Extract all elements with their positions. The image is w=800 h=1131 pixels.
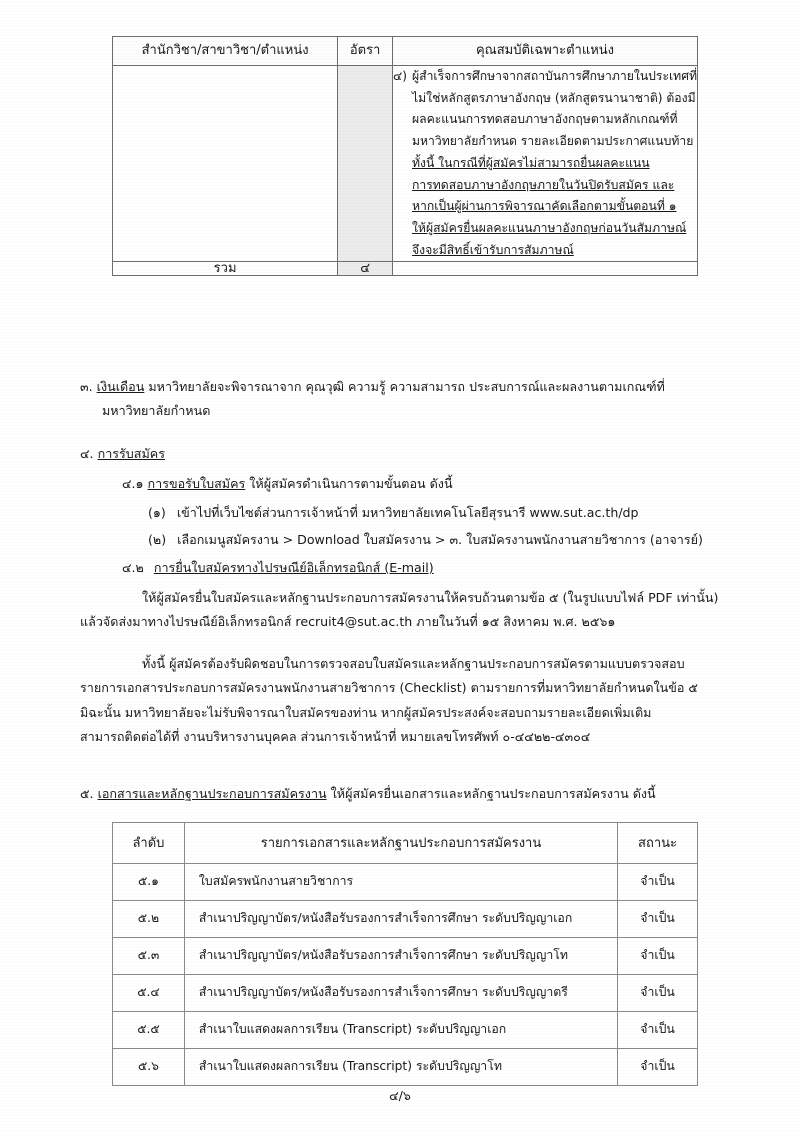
section-4-2-paragraph-2 xyxy=(80,654,698,748)
summary-value: ๔ xyxy=(338,262,393,276)
section-4-2-number: ๔.๒ xyxy=(122,560,144,575)
cell-status: จำเป็น xyxy=(618,901,698,938)
section-4-1-heading: การขอรับใบสมัคร xyxy=(147,476,246,491)
cell-no: ๕.๖ xyxy=(113,1049,185,1086)
header-description: รายการเอกสารและหลักฐานประกอบการสมัครงาน xyxy=(184,823,617,864)
section-5-heading-row xyxy=(80,784,656,804)
cell-position-empty xyxy=(113,66,338,262)
required-documents-table xyxy=(112,822,698,1086)
paragraph-1-line-2: แล้วจัดส่งมาทางไปรษณีย์อิเล็กทรอนิกส์ recruit4@sut.ac.th ภายในวันที่ ๑๕ สิงหาคม พ.ศ. ๒๕๖๑ xyxy=(80,614,616,630)
cell-description: สำเนาใบแสดงผลการเรียน (Transcript) ระดับปริญญาโท xyxy=(184,1049,617,1086)
header-no: ลำดับ xyxy=(113,823,185,864)
table-summary-row xyxy=(113,262,698,276)
section-3-line-2: มหาวิทยาลัยกำหนด xyxy=(102,403,211,419)
qualification-line: หากเป็นผู้ผ่านการพิจารณาคัดเลือกตามขั้นตอนที่ ๑ xyxy=(411,199,677,214)
paragraph-2-line-4: สามารถติดต่อได้ที่ งานบริหารงานบุคคล ส่วนการเจ้าหน้าที่ หมายเลขโทรศัพท์ ๐-๔๔๒๒-๔๓๐๔ xyxy=(80,729,591,745)
cell-no: ๕.๔ xyxy=(113,975,185,1012)
section-4-1-step-1 xyxy=(148,503,639,523)
cell-description: สำเนาปริญญาบัตร/หนังสือรับรองการสำเร็จการศึกษา ระดับปริญญาเอก xyxy=(184,901,617,938)
section-3 xyxy=(80,377,665,422)
table-row xyxy=(113,975,698,1012)
section-3-heading: เงินเดือน xyxy=(96,379,145,394)
table-row xyxy=(113,901,698,938)
cell-no: ๕.๓ xyxy=(113,938,185,975)
documents-header-row xyxy=(113,823,698,864)
step-1-marker: (๑) xyxy=(148,505,166,520)
qualification-line: การทดสอบภาษาอังกฤษภายในวันปิดรับสมัคร และ xyxy=(411,177,675,192)
section-4-1-step-2 xyxy=(148,530,703,550)
qualification-line: ให้ผู้สมัครยื่นผลคะแนนภาษาอังกฤษก่อนวันสัมภาษณ์ xyxy=(411,221,687,236)
paragraph-1-line-1: ให้ผู้สมัครยื่นใบสมัครและหลักฐานประกอบการสมัครงานให้ครบถ้วนตามข้อ ๕ (ในรูปแบบไฟล์ PDF เท่านั้น) xyxy=(142,590,719,605)
table-row xyxy=(113,66,698,262)
cell-rate-empty xyxy=(338,66,393,262)
paragraph-2-line-1: ทั้งนี้ ผู้สมัครต้องรับผิดชอบในการตรวจสอบใบสมัครและหลักฐานประกอบการสมัครตามแบบตรวจสอบ xyxy=(142,656,685,671)
step-1-text: เข้าไปที่เว็บไซต์ส่วนการเจ้าหน้าที่ มหาวิทยาลัยเทคโนโลยีสุรนารี www.sut.ac.th/dp xyxy=(176,505,639,520)
cell-description: สำเนาปริญญาบัตร/หนังสือรับรองการสำเร็จการศึกษา ระดับปริญญาตรี xyxy=(184,975,617,1012)
cell-description: สำเนาปริญญาบัตร/หนังสือรับรองการสำเร็จการศึกษา ระดับปริญญาโท xyxy=(184,938,617,975)
qualification-text xyxy=(412,66,697,261)
paragraph-2-line-3: มิฉะนั้น มหาวิทยาลัยจะไม่รับพิจารณาใบสมัครของท่าน หากผู้สมัครประสงค์จะสอบถามรายละเอียดเพิ่มเติม xyxy=(80,704,652,720)
qualification-marker: ๔) xyxy=(393,69,407,83)
cell-qualification xyxy=(393,66,698,262)
cell-status: จำเป็น xyxy=(618,1049,698,1086)
table-header-row xyxy=(113,37,698,66)
cell-no: ๕.๕ xyxy=(113,1012,185,1049)
paragraph-2-line-2: รายการเอกสารประกอบการสมัครงานพนักงานสายวิชาการ (Checklist) ตามรายการที่มหาวิทยาลัยกำหนดในข้อ ๕ xyxy=(80,680,698,696)
qualification-line: ไม่ใช่หลักสูตรภาษาอังกฤษ (หลักสูตรนานาชาติ) ต้องมี xyxy=(411,90,696,105)
cell-status: จำเป็น xyxy=(618,864,698,901)
cell-status: จำเป็น xyxy=(618,1012,698,1049)
table-row xyxy=(113,864,698,901)
header-rate: อัตรา xyxy=(338,37,393,66)
section-4-number: ๔. xyxy=(80,446,94,461)
section-5-rest: ให้ผู้สมัครยื่นเอกสารและหลักฐานประกอบการสมัครงาน ดังนี้ xyxy=(326,786,656,801)
summary-label: รวม xyxy=(113,262,338,276)
page-number: ๔/๖ xyxy=(389,1088,411,1103)
table-row xyxy=(113,938,698,975)
cell-status: จำเป็น xyxy=(618,975,698,1012)
section-4-1-heading-row xyxy=(122,474,453,494)
qualification-line: ผู้สำเร็จการศึกษาจากสถาบันการศึกษาภายในประเทศที่ xyxy=(411,69,697,83)
section-4-heading: การรับสมัคร xyxy=(97,446,165,461)
cell-status: จำเป็น xyxy=(618,938,698,975)
section-4-heading-row xyxy=(80,444,165,464)
step-2-text: เลือกเมนูสมัครงาน > Download ใบสมัครงาน > ๓. ใบสมัครงานพนักงานสายวิชาการ (อาจารย์) xyxy=(177,532,703,547)
table-row xyxy=(113,1049,698,1086)
qualification-line: มหาวิทยาลัยกำหนด รายละเอียดตามประกาศแนบท้าย xyxy=(411,134,694,149)
cell-no: ๕.๑ xyxy=(113,864,185,901)
qualification-line: จึงจะมีสิทธิ์เข้ารับการสัมภาษณ์ xyxy=(411,242,574,257)
section-5-number: ๕. xyxy=(80,786,94,801)
section-4-2-heading-row xyxy=(122,558,434,578)
cell-no: ๕.๒ xyxy=(113,901,185,938)
header-position: สำนักวิชา/สาขาวิชา/ตำแหน่ง xyxy=(113,37,338,66)
cell-description: ใบสมัครพนักงานสายวิชาการ xyxy=(184,864,617,901)
header-status: สถานะ xyxy=(618,823,698,864)
section-5-heading: เอกสารและหลักฐานประกอบการสมัครงาน xyxy=(97,786,327,801)
cell-description: สำเนาใบแสดงผลการเรียน (Transcript) ระดับปริญญาเอก xyxy=(184,1012,617,1049)
section-3-line-1 xyxy=(80,377,665,397)
table-row xyxy=(113,1012,698,1049)
section-4-2-heading: การยื่นใบสมัครทางไปรษณีย์อิเล็กทรอนิกส์ (E-mail) xyxy=(153,560,434,575)
section-3-line-1-rest: มหาวิทยาลัยจะพิจารณาจาก คุณวุฒิ ความรู้ ความสามารถ ประสบการณ์และผลงานตามเกณฑ์ที่ xyxy=(144,379,665,394)
header-qualifications: คุณสมบัติเฉพาะตำแหน่ง xyxy=(393,37,698,66)
qualification-line: ทั้งนี้ ในกรณีที่ผู้สมัครไม่สามารถยื่นผลคะแนน xyxy=(411,155,650,170)
section-3-number: ๓. xyxy=(80,379,93,394)
documents-body xyxy=(113,864,698,1086)
section-4-1-number: ๔.๑ xyxy=(122,476,144,491)
summary-blank xyxy=(393,262,698,276)
step-2-marker: (๒) xyxy=(148,532,167,547)
qualification-line: ผลคะแนนการทดสอบภาษาอังกฤษตามหลักเกณฑ์ที่ xyxy=(411,112,678,127)
section-4-1-rest: ให้ผู้สมัครดำเนินการตามขั้นตอน ดังนี้ xyxy=(245,476,453,491)
section-4-2-paragraph-1 xyxy=(80,588,718,633)
position-qualification-table xyxy=(112,36,698,276)
